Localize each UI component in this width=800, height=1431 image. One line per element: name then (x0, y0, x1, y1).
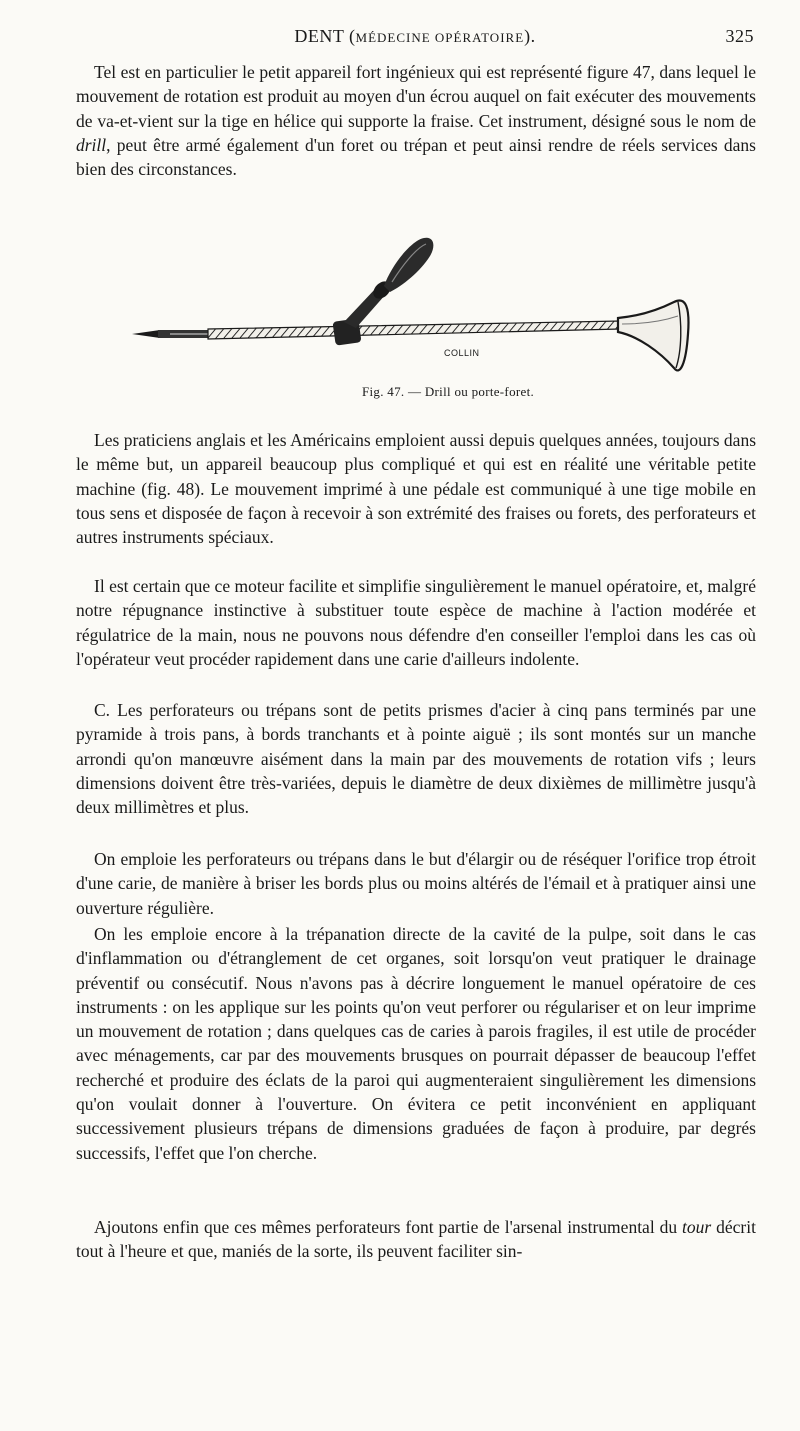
paragraph-6-text: On les emploie encore à la trépanation directe de la cavité de la pulpe, soit dans le cas d'inflammation ou d'étranglement de cet organes, soit lorsqu'on veut pratiquer le drainage préventif ou consécutif. Nous n'avons pas à décrire longuement le manuel opératoire de ces instruments : on les applique sur les points qu'on veut perforer ou régulariser et on leur imprime un mouvement de rotation ; dans quelques cas de caries à parois fragiles, il est utile de procéder avec ménagements, car par des mouvements brusques on pourrait dépasser de beaucoup l'effet recherché et produire des éclats de la paroi qui augmenteraient singulièrement les dimensions qu'on voulait donner à l'ouverture. On évitera ce petit inconvénient en appliquant successivement plusieurs trépans de dimensions graduées de façon à produire, par degrés successifs, l'effet que l'on cherche. (76, 924, 756, 1163)
running-title-end: ). (524, 26, 536, 46)
paragraph-7-text: Ajoutons enfin que ces mêmes perforateurs font partie de l'arsenal instrumental du (94, 1217, 683, 1237)
paragraph-6 (76, 922, 756, 1165)
paragraph-1 (76, 60, 756, 181)
paragraph-1-italic: drill (76, 134, 107, 155)
running-title (76, 26, 754, 47)
page-number: 325 (725, 26, 754, 46)
engraver-signature: COLLIN (444, 348, 480, 358)
paragraph-3 (76, 574, 756, 671)
paragraph-5-text: On emploie les perforateurs ou trépans dans le but d'élargir ou de réséquer l'orifice trop étroit d'une carie, de manière à briser les bords plus ou moins altérés de l'émail et à pratiquer ainsi une ouverture régulière. (76, 849, 756, 918)
paragraph-7-italic: tour (682, 1217, 712, 1237)
figure-47 (130, 230, 700, 390)
drill-tip (132, 330, 160, 338)
paragraph-1-text: Tel est en particulier le petit appareil fort ingénieux qui est représenté figure 47, dans lequel le mouvement de rotation est produit au moyen d'un écrou auquel on fait exécuter des mouvements de va-et-vient sur la tige en hélice qui supporte la fraise. Cet instrument, désigné sous le nom de (76, 62, 756, 131)
paragraph-2 (76, 428, 756, 549)
paragraph-7 (76, 1215, 756, 1264)
paragraph-4-text: C. Les perforateurs ou trépans sont de petits prismes d'acier à cinq pans terminés par une pyramide à trois pans, à bords tranchants et à pointe aiguë ; ils sont montés sur un manche arrondi qu'on manœuvre aisément dans la main par des mouvements de rotation vifs ; leurs dimensions doivent être très-variées, depuis le diamètre de deux dixièmes de millimètre jusqu'à deux millimètres et plus. (76, 700, 756, 818)
paragraph-5 (76, 847, 756, 920)
figure-caption (0, 384, 800, 400)
twisted-shaft (208, 321, 620, 339)
paragraph-7-end: décrit tout à l'heure et que, maniés de la sorte, ils peuvent faciliter sin- (76, 1217, 756, 1262)
handle-grip (384, 238, 433, 292)
paragraph-2-text: Les praticiens anglais et les Américains emploient aussi depuis quelques années, toujours dans le même but, un appareil beaucoup plus compliqué et qui est en réalité une véritable petite machine (fig. 48). Le mouvement imprimé à une pédale est communiqué à une tige mobile en tous sens et disposée de façon à recevoir à son extrémité des fraises ou forets, des perforateurs et autres instruments spéciaux. (76, 430, 756, 548)
running-title-smallcaps: MÉDECINE OPÉRATOIRE (355, 30, 525, 45)
paragraph-4 (76, 698, 756, 819)
paragraph-3-text: Il est certain que ce moteur facilite et simplifie singulièrement le manuel opératoire, et, malgré notre répugnance instinctive à substituer toute espèce de machine à l'action modérée et régulatrice de la main, nous ne pouvons nous défendre d'en conseiller l'emploi dans les cas où l'opérateur veut procéder rapidement dans une carie d'ailleurs indolente. (76, 576, 756, 669)
figure-caption-text: Fig. 47. — Drill ou porte-foret. (361, 384, 535, 399)
drill-illustration (130, 230, 700, 390)
paragraph-1-end: , peut être armé également d'un foret ou trépan et peut ainsi rendre de réels services dans bien des circonstances. (76, 134, 756, 180)
running-header (76, 26, 754, 54)
running-title-main: DENT ( (294, 26, 356, 46)
